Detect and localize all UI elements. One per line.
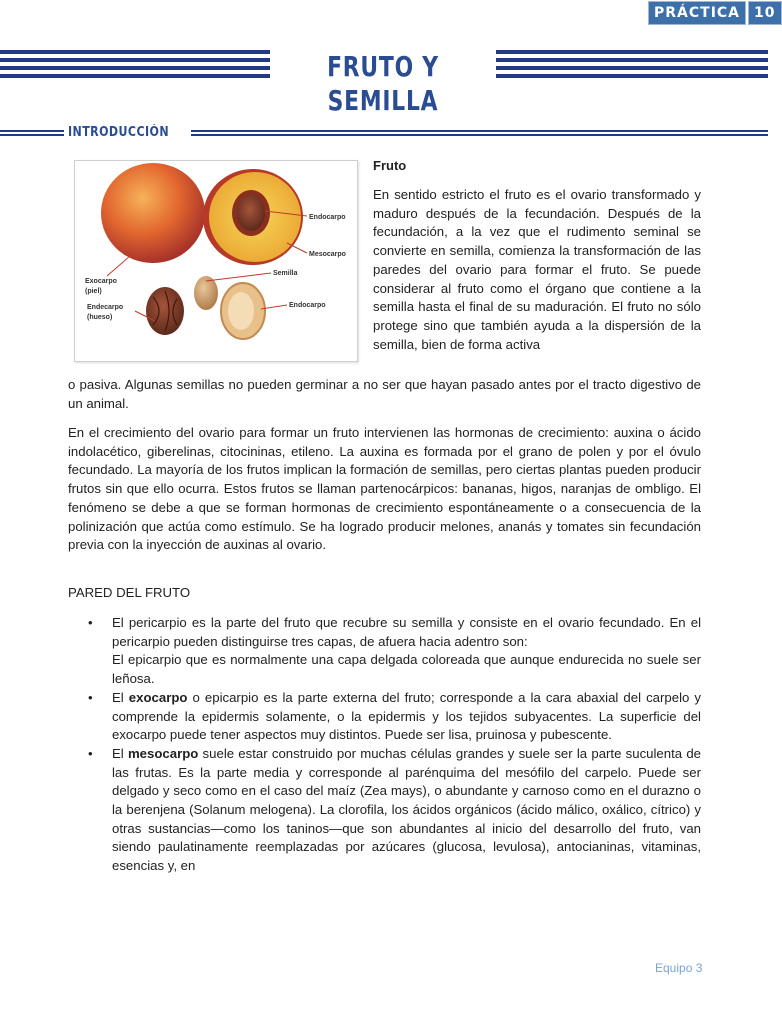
bullet-term-exocarpo: exocarpo [128, 689, 188, 705]
bullet-extra-text: El epicarpio que es normalmente una capa delgada coloreada que aunque endurecida no suele ser leñosa. [112, 652, 701, 687]
bullet-pericarpio [68, 614, 701, 689]
bullet-marker: • [88, 689, 93, 705]
practice-badge-label: PRÁCTICA [648, 1, 746, 25]
pared-heading: PARED DEL FRUTO [68, 585, 191, 600]
bullet-exocarpo [68, 689, 701, 745]
fruto-heading: Fruto [373, 158, 407, 173]
label-semilla: Semilla [273, 270, 298, 277]
bullet-marker: • [88, 745, 93, 761]
practice-badge-number: 10 [748, 1, 781, 25]
label-mesocarpo: Mesocarpo [309, 251, 346, 258]
label-exocarpo: Exocarpo [85, 278, 117, 285]
opened-endocarp-inner [228, 292, 254, 330]
pared-bullet-list [68, 614, 701, 876]
label-hueso: (hueso) [87, 314, 113, 321]
fruit-diagram-illustration [75, 161, 357, 361]
bullet-marker: • [88, 615, 93, 630]
bullet-text-pre: El [112, 745, 128, 761]
fruto-paragraph: En sentido estricto el fruto es el ovario transformado y maduro después de la fecundación. Después de la fecundación, a la vez que el rudimento seminal se convierte en semilla, comienza la transformación de las paredes del ovario para formar el fruto. Se puede considerar al fruto como el órgano que contiene a la semilla hasta el final de su maduración. El fruto no sólo protege sino que también ayuda a la dispersión de la semilla, bien de forma activa [373, 187, 701, 352]
bullet-text: El pericarpio es la parte del fruto que recubre su semilla y consiste en el ovario fecundado. En el pericarpio pueden distinguirse tres capas, de afuera hacia adentro son: [112, 615, 701, 649]
label-endocarpo-bottom: Endocarpo [289, 302, 326, 309]
bullet-text-pre: El [112, 689, 129, 705]
half-peach-pit [237, 195, 265, 231]
peach-pit [146, 287, 184, 335]
label-endecarpo: Endecarpo [87, 304, 124, 311]
fruto-paragraph-continuation: o pasiva. Algunas semillas no pueden germinar a no ser que hayan pasado antes por el tracto digestivo de un animal. [68, 377, 701, 411]
bullet-text-post: suele estar construido por muchas células grandes y suele ser la parte suculenta de las frutas. Es la parte media y corresponde al parénquima del mesófilo del carpelo. Puede ser delgado y seco como en el caso del maíz (Zea mays), o abundante y carnoso como en el durazno o la berenjena (Solanum melogena). La clorofila, los ácidos orgánicos (ácido málico, oxálico, cítrico) y otras sustancias—como los taninos—que son abundantes al inicio del desarrollo del fruto, van siendo paulatinamente reemplazadas por azúcares (glucosa, levulosa), antocianinas, vitaminas, esencias y, en [112, 745, 701, 874]
practice-badge [648, 1, 782, 25]
whole-peach [101, 163, 205, 263]
bullet-term-mesocarpo: mesocarpo [127, 745, 199, 761]
bullet-text-post: o epicarpio es la parte externa del fruto; corresponde a la cara abaxial del carpelo y comprende la epidermis solamente, o la epidermis y los tejidos subyacentes. La superficie del exocarpo puede tener aspectos muy distintos. Puede ser lisa, pruinosa y pubescente. [112, 689, 701, 743]
hormones-paragraph: En el crecimiento del ovario para formar un fruto intervienen las hormonas de crecimiento: auxina o ácido indolacético, giberelinas, citocininas, etileno. La auxina es formada por el grano de polen y por el óvulo fecundado. La mayoría de los frutos implican la formación de semillas, pero ciertas plantas pueden producir frutos sin que ello ocurra. Estos frutos se llaman partenocárpicos: bananas, higos, naranjas de ombligo. El fenómeno se debe a que se forman hormonas de crecimiento espontáneamente o a consecuencia de la polinización que actúa como estímulo. Se ha logrado producir melones, ananás y tomates sin fecundación previa con la inyección de auxinas al ovario. [68, 425, 701, 553]
seed [194, 276, 218, 310]
bullet-mesocarpo [68, 745, 701, 876]
page-title: FRUTO Y SEMILLA [270, 50, 496, 84]
section-title: INTRODUCCIÓN [64, 124, 191, 142]
footer-team: Equipo 3 [655, 961, 703, 975]
label-endocarpo-top: Endocarpo [309, 214, 346, 221]
label-exocarpo-piel: (piel) [85, 288, 102, 295]
fruit-diagram-figure [74, 160, 358, 362]
